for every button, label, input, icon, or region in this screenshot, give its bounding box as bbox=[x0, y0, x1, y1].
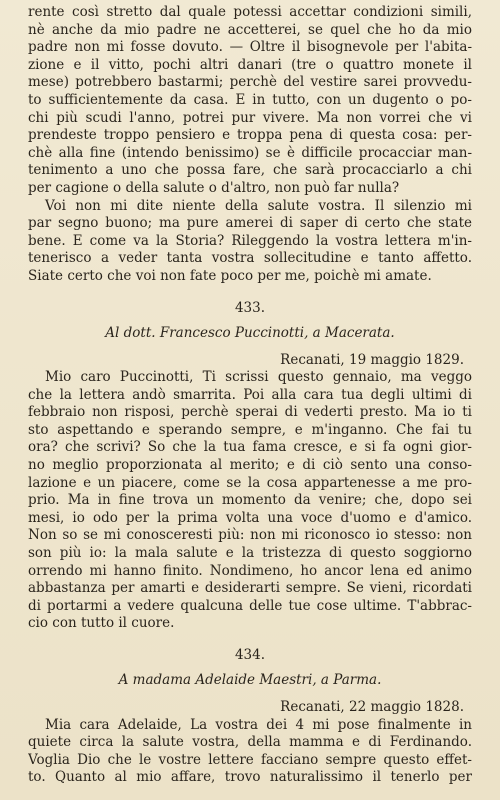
text-line: ora? che scrivi? So che la tua fama cresce, e si fa ogni gior- bbox=[28, 439, 472, 456]
text-line: Mio caro Puccinotti, Ti scrissi questo gennaio, ma veggo bbox=[45, 369, 472, 386]
letter-434 bbox=[28, 647, 472, 787]
text-line: abbastanza per amarti e desiderarti sempre. Se vieni, ricordati bbox=[28, 580, 472, 597]
letter-433 bbox=[28, 300, 472, 634]
text-line: son più io: la mala salute e la tristezza di questo soggiorno bbox=[28, 545, 472, 562]
text-line: mese) potrebbero bastarmi; perchè del vestire sarei provvedu- bbox=[28, 74, 472, 91]
text-line: sto aspettando e sperando sempre, e m'inganno. Che fai tu bbox=[28, 421, 472, 438]
text-line: mesi, io odo per la prima volta una voce d'uomo e d'amico. bbox=[28, 509, 472, 526]
text-line: prendeste troppo pensiero e troppa pena di questa cosa: per- bbox=[28, 127, 472, 144]
text-line: Siate certo che voi non fate poco per me, poichè mi amate. bbox=[28, 267, 432, 284]
text-line: chè alla fine (intendo benissimo) se è difficile procacciar man- bbox=[28, 144, 472, 161]
text-line: Voglia Dio che le vostre lettere facciano sempre questo effet- bbox=[28, 751, 472, 768]
letter-date: Recanati, 19 maggio 1829. bbox=[280, 351, 464, 368]
text-line: quiete circa la salute vostra, della mamma e di Ferdinando. bbox=[28, 734, 472, 751]
text-line: to. Quanto al mio affare, trovo naturalissimo il tenerlo per bbox=[28, 769, 472, 786]
text-line: prio. Ma in fine trova un momento da venire; che, dopo sei bbox=[28, 492, 472, 509]
paragraph-health bbox=[28, 198, 472, 286]
letter-body bbox=[28, 369, 472, 633]
text-line: di portarmi a vedere qualcuna delle tue cose ultime. T'abbrac- bbox=[28, 597, 472, 614]
text-line: lazione e un piacere, come se la cosa appartenesse a me pro- bbox=[28, 474, 472, 491]
text-line: to sufficientemente da casa. E in tutto, con un dugento o po- bbox=[28, 91, 472, 108]
text-line: no meglio proporzionata al merito; e di ciò sento una conso- bbox=[28, 457, 472, 474]
text-line: chi più scudi l'anno, potrei pur vivere. Ma non vorrei che vi bbox=[28, 109, 472, 126]
letter-number: 433. bbox=[234, 299, 266, 316]
letter-date: Recanati, 22 maggio 1828. bbox=[280, 699, 464, 715]
paragraph-continuation bbox=[28, 4, 472, 198]
text-line: orrendo mi hanno finito. Nondimeno, ho ancor lena ed animo bbox=[28, 562, 472, 579]
text-line: cio con tutto il cuore. bbox=[28, 615, 175, 632]
text-line: bene. E come va la Storia? Rileggendo la vostra lettera m'in- bbox=[28, 232, 472, 249]
letter-body bbox=[28, 717, 472, 787]
text-line: Voi non mi dite niente della salute vostra. Il silenzio mi bbox=[45, 197, 472, 214]
text-line: nè anche da mio padre ne accetterei, se quel che ho da mio bbox=[28, 21, 472, 38]
text-line: febbraio non risposi, perchè sperai di vederti presto. Ma io ti bbox=[28, 404, 472, 421]
letter-recipient: A madama Adelaide Maestri, a Parma. bbox=[118, 672, 382, 688]
text-line: rente così stretto dal quale potessi accettar condizioni simili, bbox=[28, 4, 472, 20]
text-line: per cagione o della salute o d'altro, non può far nulla? bbox=[28, 179, 400, 196]
text-line: tenimento a uno che possa fare, che sarà procacciarlo a chi bbox=[28, 162, 472, 179]
letter-number: 434. bbox=[234, 647, 266, 663]
text-line: che la lettera andò smarrita. Poi alla cara tua degli ultimi di bbox=[28, 386, 472, 403]
text-line: zione e il vitto, pochi altri danari (tre o quattro monete il bbox=[28, 56, 472, 73]
text-line: par segno buono; ma pure amerei di saper di certo che state bbox=[28, 215, 472, 232]
text-line: Non so se mi conosceresti più: non mi riconosco io stesso: non bbox=[28, 527, 472, 544]
text-line: tenerisco a veder tanta vostra sollecitudine e tanto affetto. bbox=[28, 250, 472, 267]
text-line: Mia cara Adelaide, La vostra dei 4 mi pose finalmente in bbox=[45, 716, 472, 733]
letter-recipient: Al dott. Francesco Puccinotti, a Macerata. bbox=[105, 324, 395, 341]
text-line: padre non mi fosse dovuto. — Oltre il bisognevole per l'abita- bbox=[28, 39, 472, 56]
